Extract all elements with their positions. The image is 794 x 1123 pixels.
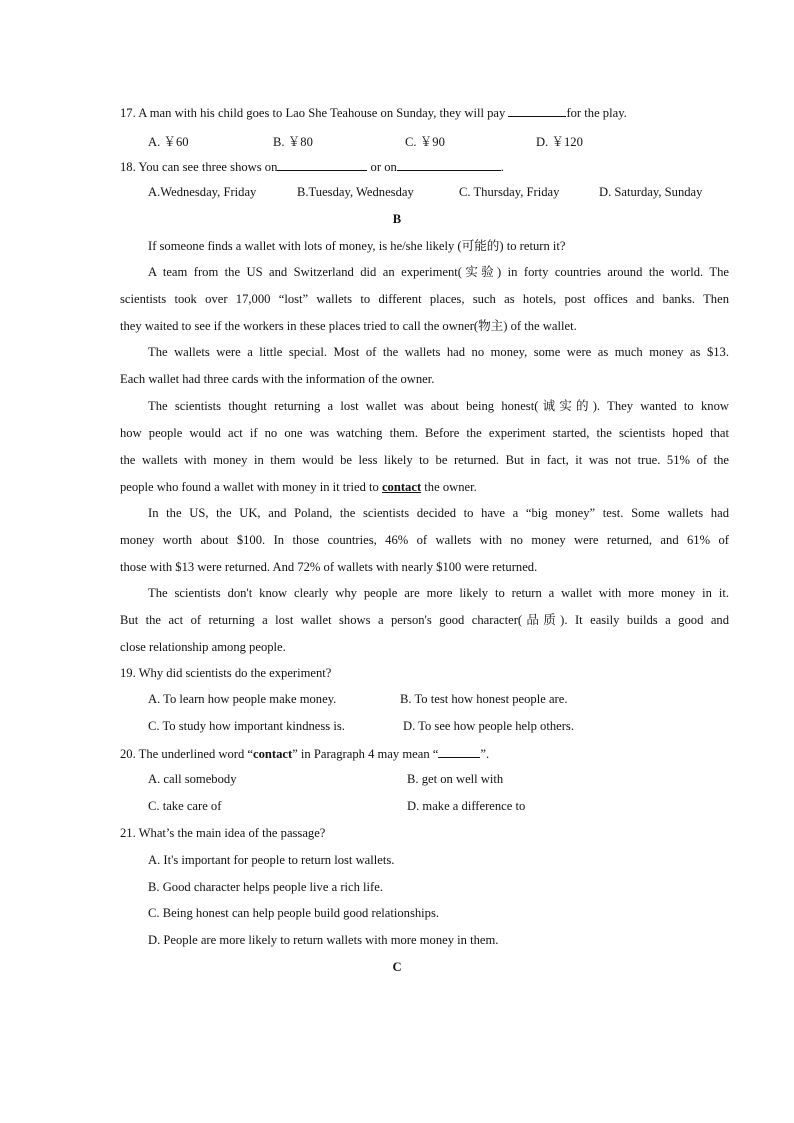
q21-option-c: C. Being honest can help people build good relationships. bbox=[148, 906, 440, 920]
q20-option-a: A. call somebody bbox=[148, 772, 237, 786]
passage-p3-line-3: the wallets with money in them would be less likely to be returned. But in fact, it was not true. 51% of the bbox=[120, 453, 729, 467]
q18-text-end: . bbox=[500, 160, 504, 174]
passage-p4-line-2: money worth about $100. In those countries, 46% of wallets with no money were returned, and 61% of bbox=[120, 533, 729, 547]
q18-option-d: D. Saturday, Sunday bbox=[599, 185, 703, 199]
passage-p5-line-2: But the act of returning a lost wallet shows a person's good character(品质). It easily builds a good and bbox=[120, 613, 729, 627]
q17-option-b: B. ￥80 bbox=[273, 135, 313, 149]
q19-option-b: B. To test how honest people are. bbox=[400, 692, 568, 706]
q20-option-b: B. get on well with bbox=[407, 772, 504, 786]
q17-text: 17. A man with his child goes to Lao She Teahouse on Sunday, they will pay bbox=[120, 106, 509, 120]
passage-p1-line-2: scientists took over 17,000 “lost” wallets to different places, such as hotels, post offices and banks. Then bbox=[120, 292, 729, 306]
q18-blank-2 bbox=[397, 158, 501, 171]
passage-p3-text-end: the owner. bbox=[421, 480, 477, 494]
q19-option-a: A. To learn how people make money. bbox=[148, 692, 337, 706]
q20-blank bbox=[438, 745, 480, 758]
passage-p3-line-2: how people would act if no one was watching them. Before the experiment started, the scientists hoped that bbox=[120, 426, 729, 440]
q18-text-mid: or on bbox=[367, 160, 397, 174]
q20-option-d: D. make a difference to bbox=[407, 799, 526, 813]
section-b-heading: B bbox=[392, 212, 402, 226]
passage-p1-line-3: they waited to see if the workers in these places tried to call the owner(物主) of the wallet. bbox=[120, 319, 577, 333]
q18-option-c: C. Thursday, Friday bbox=[459, 185, 560, 199]
section-c-heading: C bbox=[392, 960, 402, 974]
q17-option-d: D. ￥120 bbox=[536, 135, 583, 149]
q18-text: 18. You can see three shows on bbox=[120, 160, 278, 174]
q17-blank bbox=[508, 104, 566, 117]
q21-question: 21. What’s the main idea of the passage? bbox=[120, 826, 326, 840]
passage-p3-line-1: The scientists thought returning a lost wallet was about being honest(诚实的). They wanted to know bbox=[148, 399, 729, 413]
q17-option-a: A. ￥60 bbox=[148, 135, 189, 149]
q20-option-c: C. take care of bbox=[148, 799, 222, 813]
q20-keyword: contact bbox=[253, 747, 293, 761]
q21-option-b: B. Good character helps people live a rich life. bbox=[148, 880, 383, 894]
q18-option-a: A.Wednesday, Friday bbox=[148, 185, 257, 199]
passage-p3-text: people who found a wallet with money in it tried to bbox=[120, 480, 382, 494]
passage-p3-line-4 bbox=[120, 479, 729, 495]
q19-option-d: D. To see how people help others. bbox=[403, 719, 574, 733]
q20-text: 20. The underlined word “ bbox=[120, 747, 254, 761]
passage-p1-line-1: A team from the US and Switzerland did an experiment(实验) in forty countries around the world. The bbox=[148, 265, 729, 279]
q20-question bbox=[120, 745, 729, 762]
q19-option-c: C. To study how important kindness is. bbox=[148, 719, 345, 733]
passage-p5-line-1: The scientists don't know clearly why people are more likely to return a wallet with more money in it. bbox=[148, 586, 729, 600]
passage-paragraph-0: If someone finds a wallet with lots of money, is he/she likely (可能的) to return it? bbox=[148, 239, 566, 253]
underlined-word-contact: contact bbox=[381, 480, 422, 494]
passage-p4-line-1: In the US, the UK, and Poland, the scientists decided to have a “big money” test. Some wallets had bbox=[148, 506, 729, 520]
passage-p2-line-1: The wallets were a little special. Most of the wallets had no money, some were as much money as $13. bbox=[148, 345, 729, 359]
q19-question: 19. Why did scientists do the experiment? bbox=[120, 666, 332, 680]
q17-text-end: for the play. bbox=[566, 106, 627, 120]
q17-option-c: C. ￥90 bbox=[405, 135, 445, 149]
passage-p2-line-2: Each wallet had three cards with the information of the owner. bbox=[120, 372, 435, 386]
q17-question bbox=[120, 104, 729, 121]
q20-text-mid: ” in Paragraph 4 may mean “ bbox=[292, 747, 439, 761]
q20-text-end: ”. bbox=[480, 747, 490, 761]
q18-option-b: B.Tuesday, Wednesday bbox=[297, 185, 414, 199]
q18-question bbox=[120, 158, 729, 175]
q21-option-d: D. People are more likely to return wallets with more money in them. bbox=[148, 933, 499, 947]
passage-p4-line-3: those with $13 were returned. And 72% of wallets with nearly $100 were returned. bbox=[120, 560, 538, 574]
q18-blank-1 bbox=[277, 158, 367, 171]
passage-p5-line-3: close relationship among people. bbox=[120, 640, 286, 654]
q21-option-a: A. It's important for people to return lost wallets. bbox=[148, 853, 395, 867]
